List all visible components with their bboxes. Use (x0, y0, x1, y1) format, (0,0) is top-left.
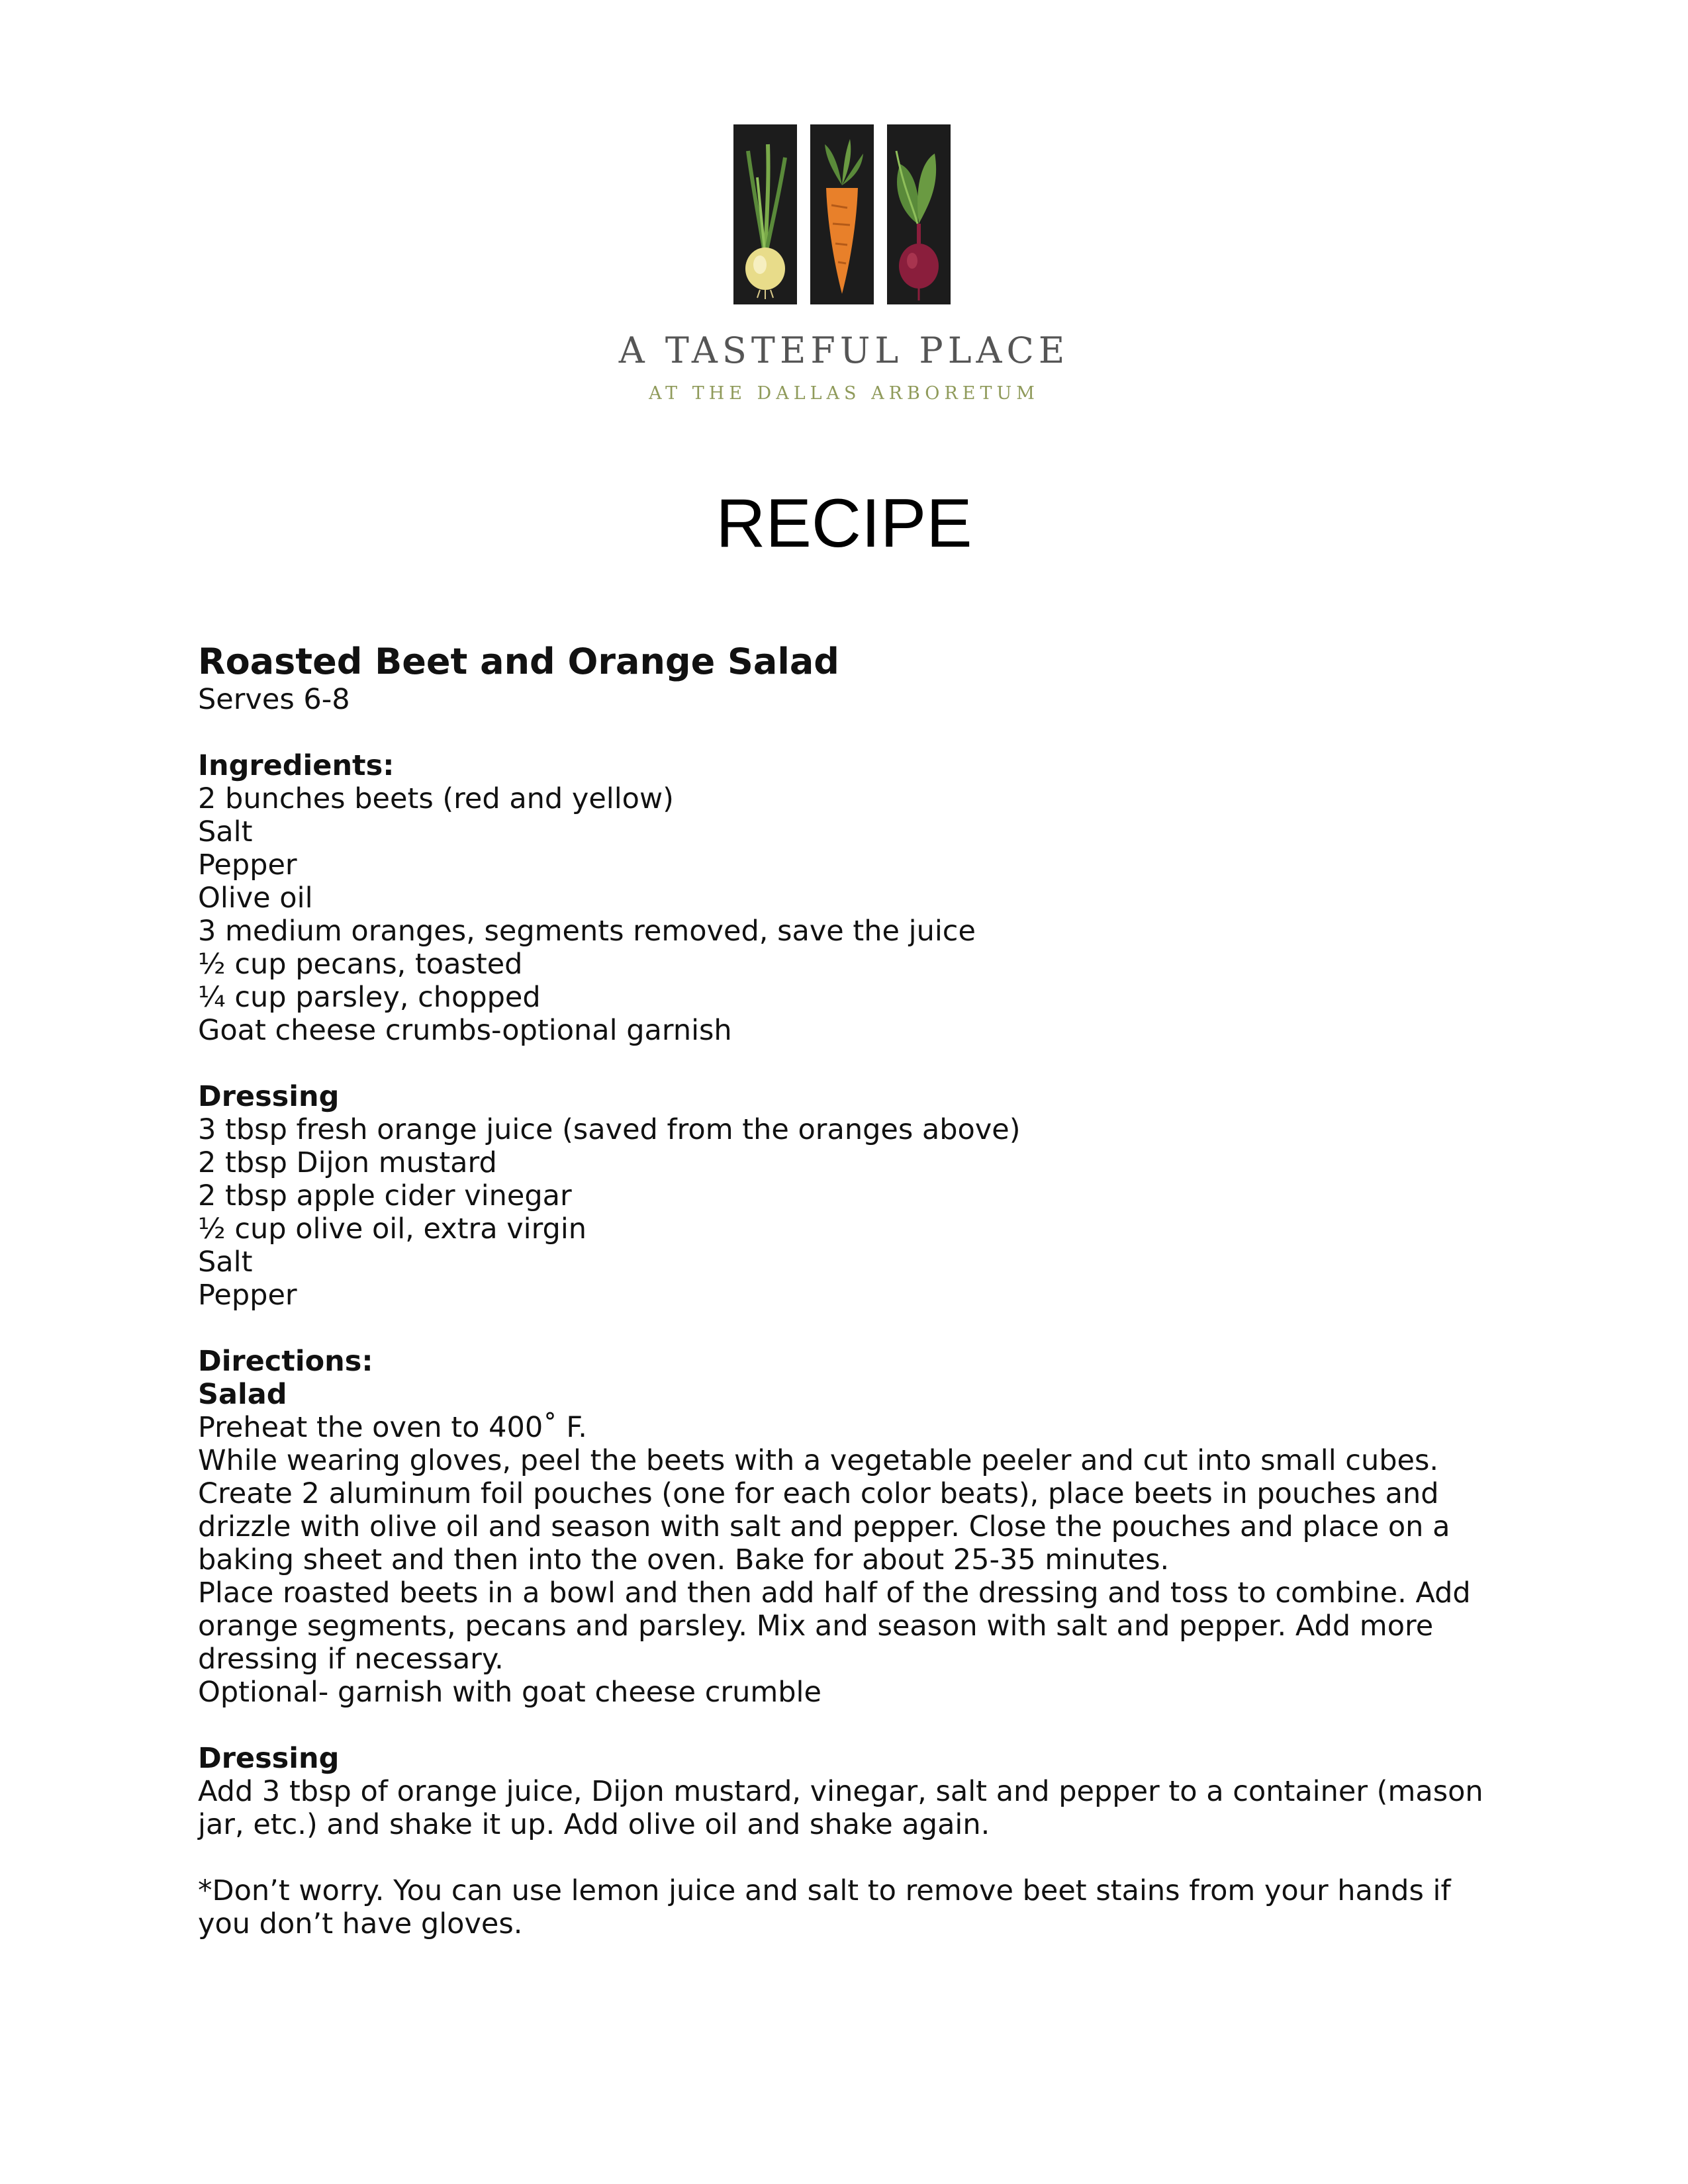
dressing-ingredients-heading: Dressing (198, 1080, 340, 1113)
document-heading: RECIPE (716, 485, 972, 562)
recipe-serves: Serves 6-8 (198, 683, 350, 716)
ingredient-item: Olive oil (198, 882, 313, 915)
dressing-ingredient-item: Salt (198, 1246, 253, 1279)
ingredients-heading: Ingredients: (198, 749, 395, 782)
spacer (198, 1312, 1522, 1345)
spacer (198, 1841, 1522, 1874)
dressing-ingredient-item: 3 tbsp fresh orange juice (saved from the oranges above) (198, 1113, 1021, 1146)
spacer (198, 716, 1522, 749)
ingredient-item: ¼ cup parsley, chopped (198, 981, 541, 1014)
directions-heading: Directions: (198, 1345, 373, 1378)
salad-step: Place roasted beets in a bowl and then add half of the dressing and toss to combine. Add orange segments, pecans and parsley. Mix and season with salt and pepper. Add more dressing if necessary. (198, 1576, 1471, 1676)
spacer (198, 1709, 1522, 1742)
dressing-ingredient-item: ½ cup olive oil, extra virgin (198, 1212, 587, 1246)
recipe-content (198, 641, 1522, 1940)
ingredient-item: Salt (198, 815, 253, 848)
brand-subtitle: AT THE DALLAS ARBORETUM (649, 383, 1039, 404)
salad-step: Optional- garnish with goat cheese crumble (198, 1676, 821, 1709)
logo-vegetable-panels (733, 124, 951, 304)
dressing-directions-text: Add 3 tbsp of orange juice, Dijon mustard, vinegar, salt and pepper to a container (mason jar, etc.) and shake it up. Add olive oil and shake again. (198, 1775, 1483, 1841)
salad-directions-heading: Salad (198, 1378, 287, 1411)
salad-step: Create 2 aluminum foil pouches (one for each color beats), place beets in pouches and drizzle with olive oil and season with salt and pepper. Close the pouches and place on a baking sheet and then into the oven. Bake for about 25-35 minutes. (198, 1477, 1450, 1576)
ingredient-item: 3 medium oranges, segments removed, save the juice (198, 915, 976, 948)
brand-name: A TASTEFUL PLACE (618, 330, 1070, 371)
dressing-ingredient-item: 2 tbsp Dijon mustard (198, 1146, 497, 1179)
ingredient-item: 2 bunches beets (red and yellow) (198, 782, 674, 815)
dressing-ingredient-item: Pepper (198, 1279, 297, 1312)
salad-step: Preheat the oven to 400˚ F. (198, 1411, 587, 1444)
ingredient-item: ½ cup pecans, toasted (198, 948, 523, 981)
ingredient-item: Goat cheese crumbs-optional garnish (198, 1014, 732, 1047)
recipe-title: Roasted Beet and Orange Salad (198, 641, 839, 682)
beet-root-icon (899, 244, 939, 289)
dressing-directions-heading: Dressing (198, 1742, 340, 1775)
ingredient-item: Pepper (198, 848, 297, 882)
dressing-ingredient-item: 2 tbsp apple cider vinegar (198, 1179, 572, 1212)
recipe-note: *Don’t worry. You can use lemon juice and salt to remove beet stains from your hands if you don’t have gloves. (198, 1874, 1451, 1940)
salad-step: While wearing gloves, peel the beets with a vegetable peeler and cut into small cubes. (198, 1444, 1439, 1477)
spacer (198, 1047, 1522, 1080)
